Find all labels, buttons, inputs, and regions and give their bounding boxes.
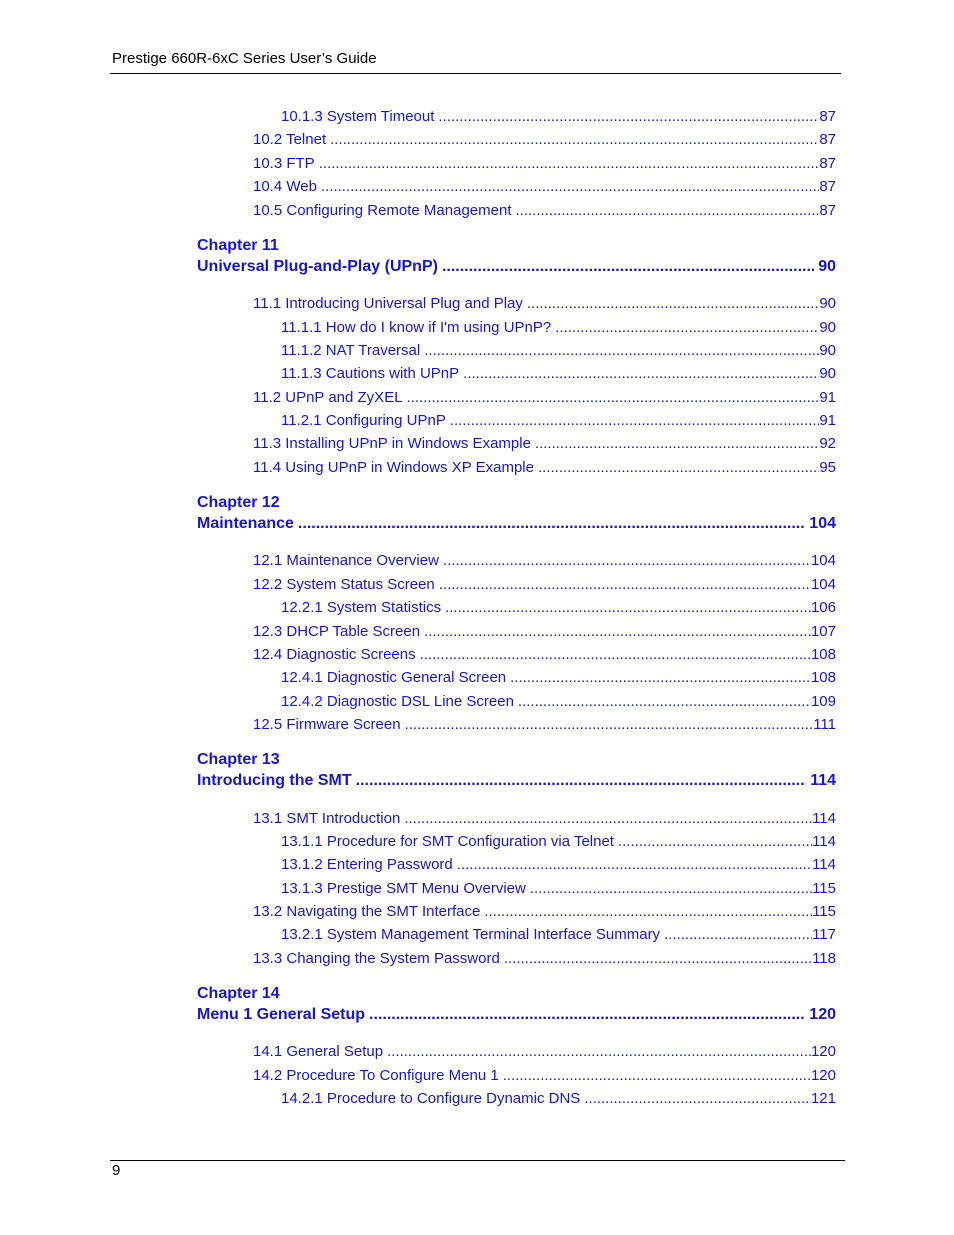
chapter-label-14[interactable]: Chapter 14 (197, 985, 280, 1002)
toc-entry-13-2[interactable]: 13.2 Navigating the SMT Interface ..... 115 (253, 903, 836, 921)
page-number: 9 (112, 1162, 121, 1179)
chapter-entry-14[interactable]: Menu 1 General Setup ..... 120 (197, 1005, 836, 1025)
toc-entry-12-1[interactable]: 12.1 Maintenance Overview ..... 104 (253, 552, 836, 570)
chapter-label-11[interactable]: Chapter 11 (197, 237, 279, 254)
toc-entry-10-3[interactable]: 10.3 FTP ..... 87 (253, 155, 836, 173)
toc-entry-13-3[interactable]: 13.3 Changing the System Password ..... 118 (253, 950, 836, 968)
toc-entry-12-4-2[interactable]: 12.4.2 Diagnostic DSL Line Screen ..... 109 (281, 693, 836, 711)
header-rule (110, 73, 841, 74)
toc-entry-14-2[interactable]: 14.2 Procedure To Configure Menu 1 ..... 120 (253, 1067, 836, 1085)
chapter-entry-12[interactable]: Maintenance ..... 104 (197, 514, 836, 534)
chapter-entry-11[interactable]: Universal Plug-and-Play (UPnP) ..... 90 (197, 257, 836, 277)
chapter-label-12[interactable]: Chapter 12 (197, 494, 280, 511)
toc-entry-12-5[interactable]: 12.5 Firmware Screen ..... 111 (253, 716, 836, 734)
toc-entry-13-1-3[interactable]: 13.1.3 Prestige SMT Menu Overview ..... 115 (281, 880, 836, 898)
chapter-entry-13[interactable]: Introducing the SMT ..... 114 (197, 771, 836, 791)
toc-entry-13-1-2[interactable]: 13.1.2 Entering Password ..... 114 (281, 856, 836, 874)
toc-entry-12-4[interactable]: 12.4 Diagnostic Screens ..... 108 (253, 646, 836, 664)
toc-entry-10-4[interactable]: 10.4 Web ..... 87 (253, 178, 836, 196)
toc-entry-10-5[interactable]: 10.5 Configuring Remote Management ..... 87 (253, 202, 836, 220)
toc-entry-11-3[interactable]: 11.3 Installing UPnP in Windows Example ..... 92 (253, 435, 836, 453)
toc-entry-11-2-1[interactable]: 11.2.1 Configuring UPnP ..... 91 (281, 412, 836, 430)
toc-entry-11-1-3[interactable]: 11.1.3 Cautions with UPnP ..... 90 (281, 365, 836, 383)
toc-entry-13-2-1[interactable]: 13.2.1 System Management Terminal Interface Summary ..... 117 (281, 926, 836, 944)
toc-entry-10-2[interactable]: 10.2 Telnet ..... 87 (253, 131, 836, 149)
toc-entry-13-1[interactable]: 13.1 SMT Introduction ..... 114 (253, 810, 836, 828)
toc-entry-10-1-3[interactable]: 10.1.3 System Timeout ..... 87 (281, 108, 836, 126)
toc-entry-11-4[interactable]: 11.4 Using UPnP in Windows XP Example ..... 95 (253, 459, 836, 477)
footer-rule (110, 1160, 845, 1161)
toc-entry-14-1[interactable]: 14.1 General Setup ..... 120 (253, 1043, 836, 1061)
toc-entry-14-2-1[interactable]: 14.2.1 Procedure to Configure Dynamic DNS ..... 121 (281, 1090, 836, 1108)
toc-entry-12-3[interactable]: 12.3 DHCP Table Screen ..... 107 (253, 623, 836, 641)
toc-entry-12-2[interactable]: 12.2 System Status Screen ..... 104 (253, 576, 836, 594)
toc-entry-11-1-2[interactable]: 11.1.2 NAT Traversal ..... 90 (281, 342, 836, 360)
toc-entry-11-1-1[interactable]: 11.1.1 How do I know if I'm using UPnP? ..... 90 (281, 319, 836, 337)
document-header-title: Prestige 660R-6xC Series User’s Guide (112, 50, 377, 67)
toc-entry-11-2[interactable]: 11.2 UPnP and ZyXEL ..... 91 (253, 389, 836, 407)
toc-entry-13-1-1[interactable]: 13.1.1 Procedure for SMT Configuration via Telnet ..... 114 (281, 833, 836, 851)
chapter-label-13[interactable]: Chapter 13 (197, 751, 280, 768)
toc-entry-11-1[interactable]: 11.1 Introducing Universal Plug and Play ..... 90 (253, 295, 836, 313)
toc-entry-12-2-1[interactable]: 12.2.1 System Statistics ..... 106 (281, 599, 836, 617)
toc-entry-12-4-1[interactable]: 12.4.1 Diagnostic General Screen ..... 108 (281, 669, 836, 687)
